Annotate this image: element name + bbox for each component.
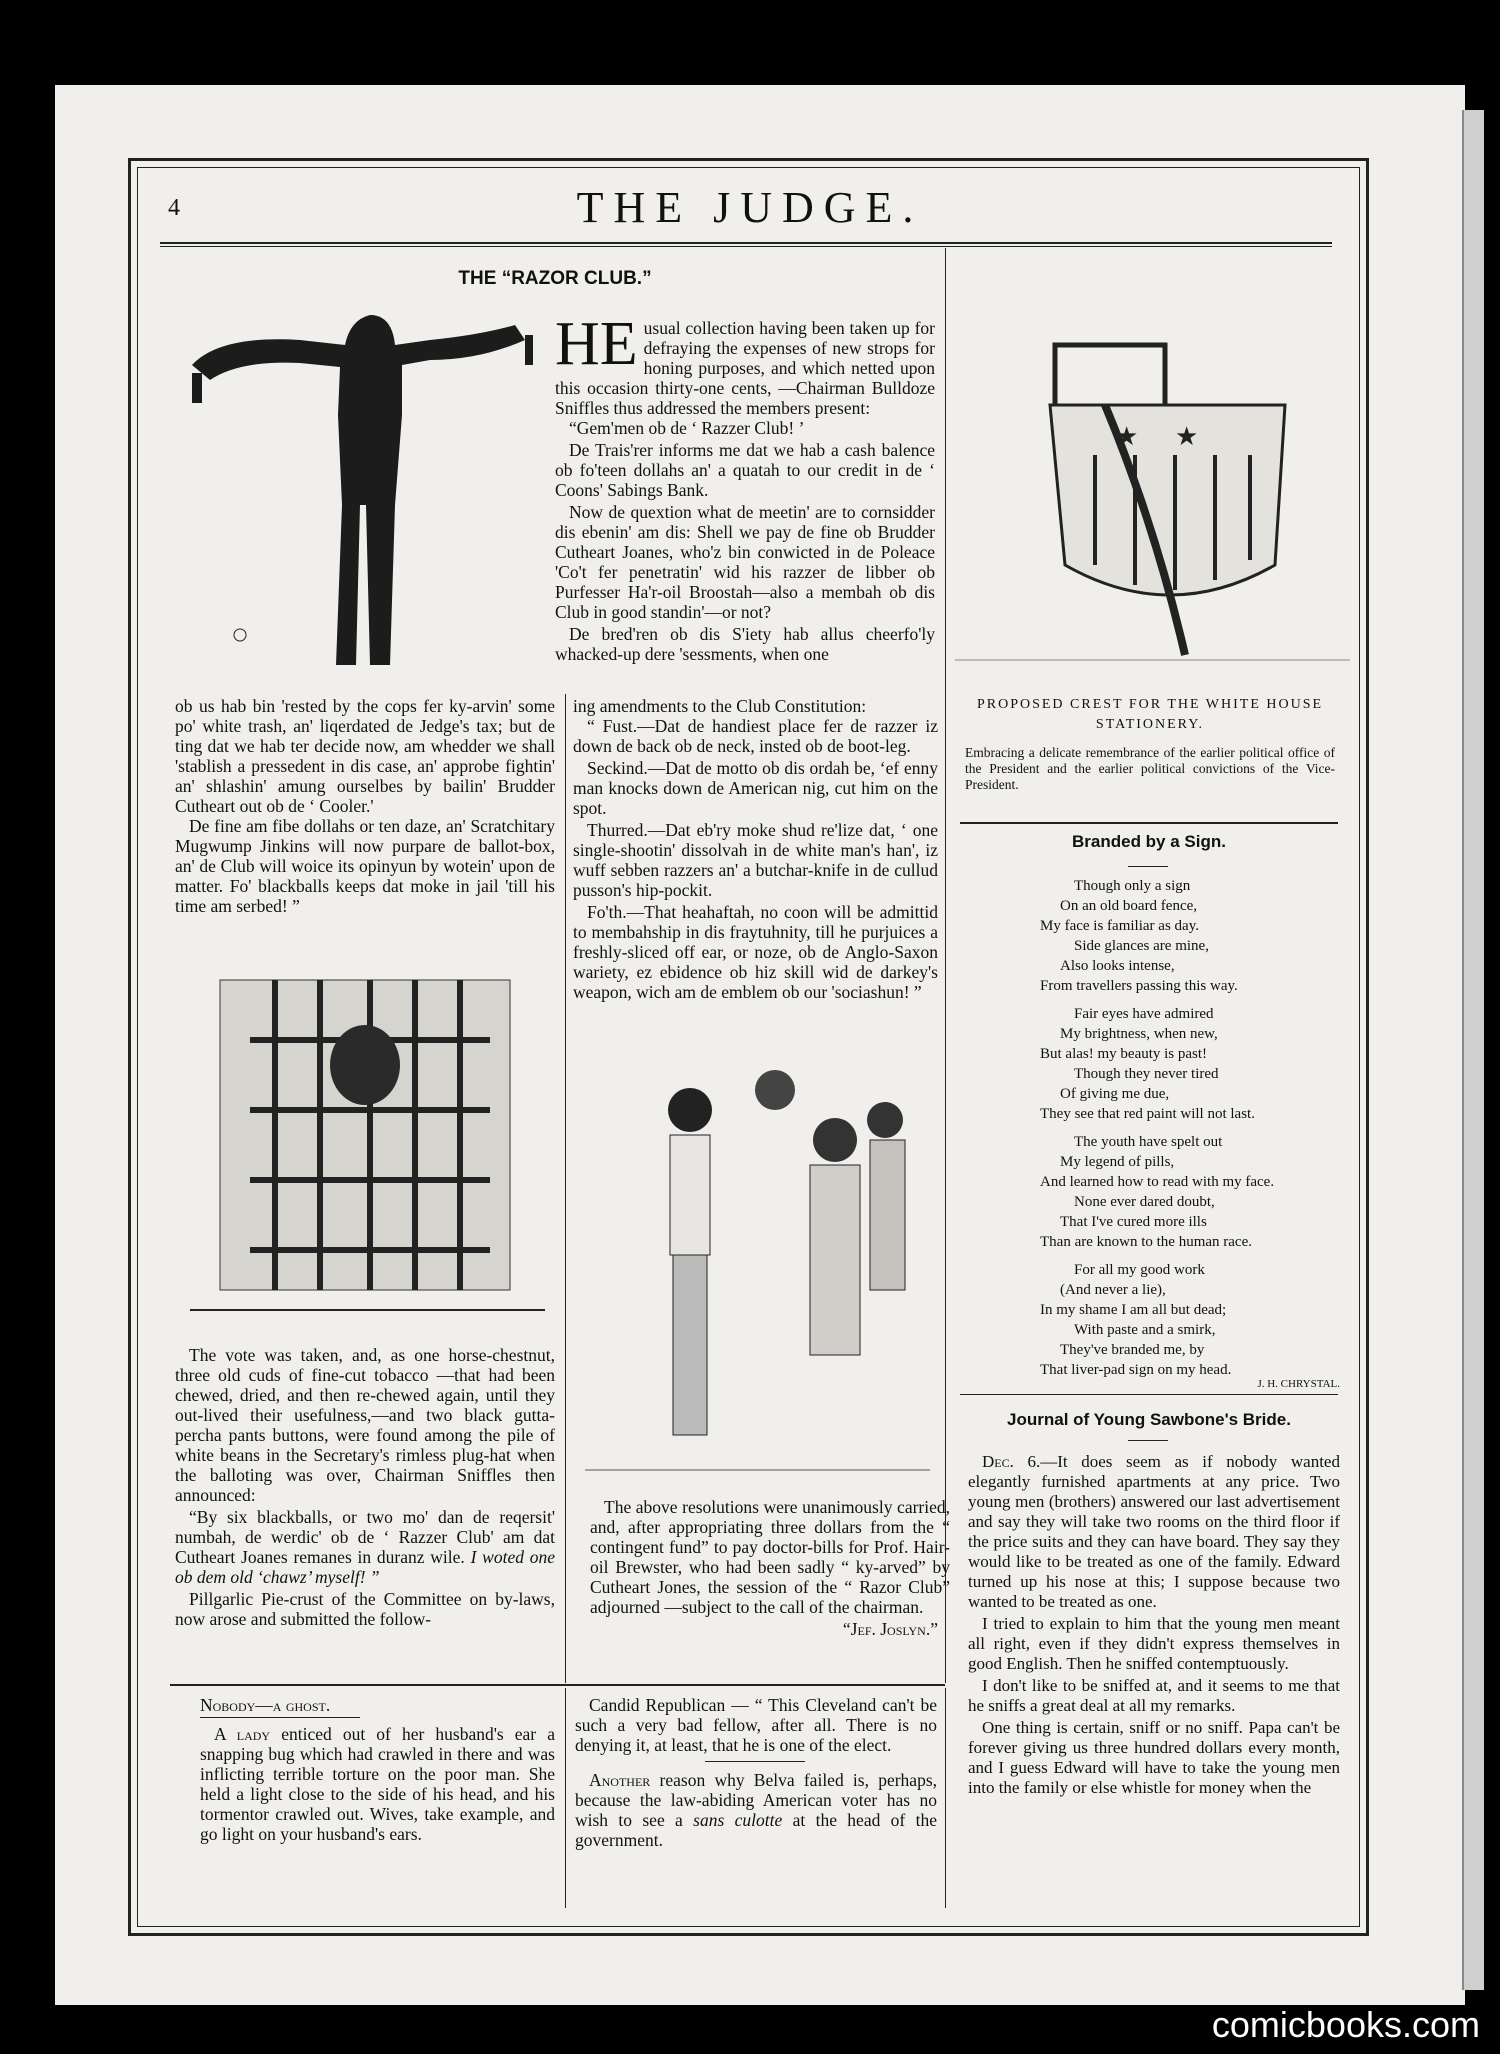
article-title: THE “RAZOR CLUB.” bbox=[458, 268, 652, 289]
jail-cell-illustration bbox=[190, 960, 545, 1330]
dateline: Dec. 6. bbox=[982, 1452, 1041, 1471]
section-rule bbox=[960, 822, 1338, 824]
candid-item: Candid Republican — “ This Cleveland can't be such a very bad fellow, after all. There is no denying it, at least, that he is one of the elect. Another reason why Belva failed is, perhaps, because the law-abiding American voter has no wish to see a sans culotte at the head of the government. bbox=[575, 1695, 937, 1850]
drop-cap: HE bbox=[555, 310, 638, 378]
section-rule bbox=[170, 1684, 945, 1686]
masthead: THE JUDGE. bbox=[576, 183, 924, 232]
site-watermark: comicbooks.com bbox=[1211, 2004, 1480, 2045]
stanza: The youth have spelt out My legend of pills, And learned how to read with my face. None ever dared doubt, That I've cured more ills Than are known to the human race. bbox=[1040, 1134, 1275, 1250]
next-page-edge bbox=[1462, 110, 1484, 1990]
masthead-rule bbox=[160, 242, 1332, 244]
page-number: 4 bbox=[168, 195, 180, 221]
column-divider bbox=[565, 694, 566, 1683]
signature: “Jef. Joslyn.” bbox=[842, 1619, 938, 1639]
stanza: Fair eyes have admired My brightness, when new, But alas! my beauty is past! Though they never tired Of giving me due, They see that red paint will not last. bbox=[1040, 1006, 1255, 1122]
poem-body bbox=[1040, 876, 1340, 1388]
stanza: For all my good work (And never a lie), In my shame I am all but dead; With paste and a smirk, They've branded me, by That liver-pad sign on my head. bbox=[1040, 1262, 1232, 1378]
razor-club-col1b: The vote was taken, and, as one horse-chestnut, three old cuds of fine-cut tobacco —that had been chewed, dried, and then re-chewed again, until they out-lived their usefulness,—and two black gutta-percha pants buttons, were found among the pile of white beans in the Secretary's rimless plug-hat when the balloting was over, Chairman Sniffles then announced: “By six blackballs, or two mo' dan de reqersit' numbah, de werdic' ob de ‘ Razzer Club' am dat Cutheart Joanes remanes in duranz wile. I woted one ob dem old ‘chawz’ myself! ” Pillgarlic Pie-crust of the Committee on by-laws, now arose and submitted the follow- bbox=[175, 1345, 556, 1629]
column-divider bbox=[945, 248, 946, 1683]
column-divider bbox=[945, 1688, 946, 1908]
group-figures-illustration bbox=[585, 1065, 930, 1480]
crest-illustration bbox=[955, 265, 1350, 670]
stanza: Though only a sign On an old board fence, My face is familiar as day. Side glances are mine, Also looks intense, From travellers passing this way. bbox=[1040, 878, 1238, 994]
crest-caption: PROPOSED CREST FOR THE WHITE HOUSE STATIONERY. bbox=[976, 697, 1324, 732]
journal-body: Dec. 6.—It does seem as if nobody wanted elegantly furnished apartments at any price. Two young men (brothers) answered our last advertisement and say they will take two rooms on the third floor if the price suits and they can have board. They say they would like to be treated as one of the family. Edward turned up his nose at this; I suppose because two wanted to be treated as one. I tried to explain to him that the young men meant all right, even if they didn't express themselves in good English. Then he sniffed contemptuously. I don't like to be sniffed at, and it seems to me that he sniffs a great deal at all my remarks. One thing is certain, sniff or no sniff. Papa can't be forever giving us three hundred dollars every month, and I guess Edward will have to take the young men into the family or else whistle for money when the bbox=[968, 1452, 1340, 1797]
column-divider bbox=[565, 1688, 566, 1908]
journal-title: Journal of Young Sawbone's Bride. bbox=[1007, 1410, 1291, 1429]
svg-text:★: ★ bbox=[1115, 422, 1139, 451]
nobody-heading: Nobody—a ghost. bbox=[200, 1695, 331, 1715]
razor-club-col2b: The above resolutions were unanimously carried, and, after appropriating three dollars from the “ contingent fund” to pay doctor-bills for Prof. Hair-oil Brewster, who had been sadly “ ky-arved” by Cutheart Jones, the session of the “ Razor Club” adjourned —subject to the call of the chairman. “Jef. Joslyn.” bbox=[590, 1497, 950, 1639]
nobody-item: Nobody—a ghost. A lady enticed out of her husband's ear a snapping bug which had crawled in there and was inflicting terrible torture on the poor man. She held a light close to the side of his head, and his tormentor crawled out. Wives, take example, and go light on your husband's ears. bbox=[200, 1695, 555, 1844]
poem-title: Branded by a Sign. bbox=[1072, 832, 1226, 851]
razor-club-col1: ob us hab bin 'rested by the cops fer ky-arvin' some po' white trash, an' liqerdated de Jedge's tax; but de ting dat we hab ter decide now, am whedder we shall 'stablish a pressedent in dis case, an' approbe fightin' an' shlashin' amung ourselbes by bailin' Brudder Cutheart out ob de ‘ Cooler.' De fine am fibe dollahs or ten daze, an' Scratchitary Mugwump Jinkins will now purpare de ballot-box, an' de Club will woice its opinyun by wotein' upon de matter. Fo' blackballs keeps dat moke in jail 'till his time am serbed! ” bbox=[175, 696, 555, 916]
razor-club-col2: ing amendments to the Club Constitution: “ Fust.—Dat de handiest place fer de razzer iz down de back ob de neck, insted ob de boot-leg. Seckind.—Dat de motto ob dis ordah be, ‘ef enny man knocks down de American nig, cut him on the spot. Thurred.—Dat eb'ry moke shud re'lize dat, ‘ one single-shootin' dissolvah in de white man's han', iz wuff sebben razzers an' a butchar-knife in de cullud pusson's hip-pockit. Fo'th.—That heahaftah, no coon will be admittid to membahship in dis fraytuhnity, till he purjuices a freshly-sliced off ear, or noze, ob de Anglo-Saxon wariety, ez ebidence ob hiz skill wid de darkey's weapon, wich am de emblem ob our 'sociashun! ” bbox=[573, 696, 938, 1002]
poem-author: J. H. CHRYSTAL. bbox=[1257, 1378, 1340, 1390]
razor-club-intro: HE usual collection having been taken up for defraying the expenses of new strops for honing purposes, and which netted upon this occasion thirty-one cents, —Chairman Bulldoze Sniffles thus addressed the members present: “Gem'men ob de ‘ Razzer Club! ’ De Trais'rer informs me dat we hab a cash balence ob fo'teen dollahs an' a quatah to our credit in de ‘ Coons' Sabings Bank. Now de quextion what de meetin' are to cornsidder dis ebenin' am dis: Shell we pay de fine ob Brudder Cutheart Joanes, who'z bin conwicted in de Poleace 'Co't fer penetratin' wid his razzer de libber ob Purfesser Ha'r-oil Broostah—also a membah ob dis Club in good standin'—or not? De bred'ren ob dis S'iety hab allus cheerfo'ly whacked-up dere 'sessments, when one bbox=[555, 310, 935, 664]
svg-text:★: ★ bbox=[1175, 422, 1199, 451]
t-figure-illustration bbox=[180, 305, 550, 675]
crest-description: Embracing a delicate remembrance of the earlier political office of the President and the earlier political convictions of the Vice-President. bbox=[965, 745, 1335, 792]
